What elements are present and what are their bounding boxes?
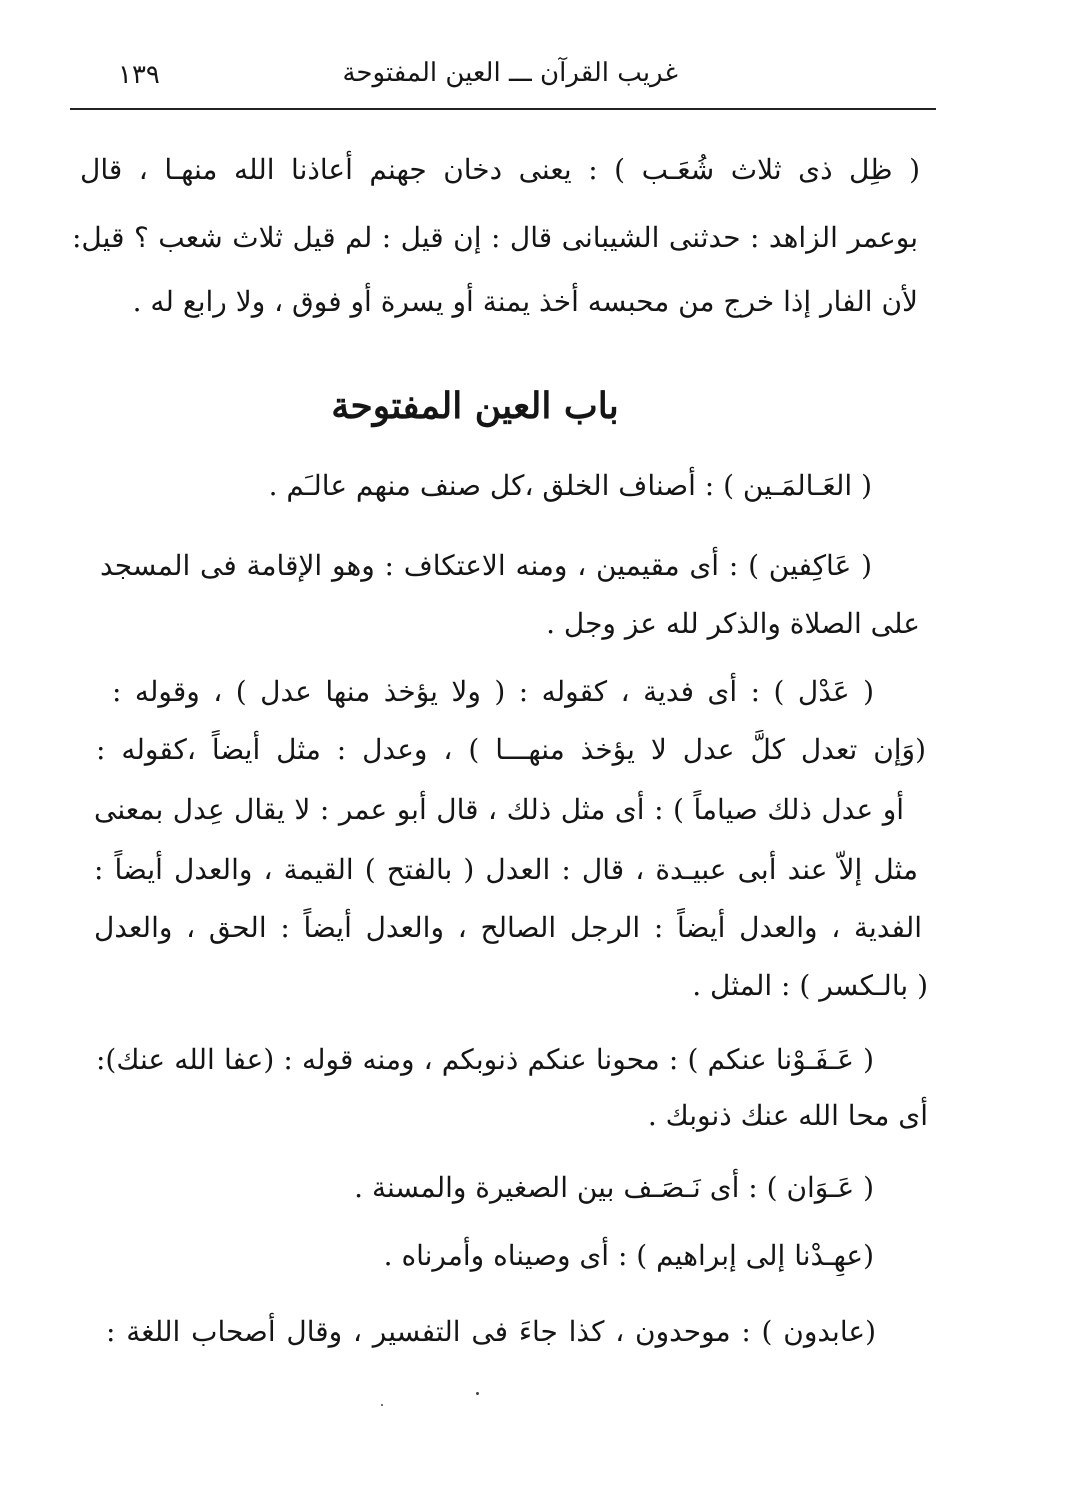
entry-abidun-line-1: (عابدون ) : موحدون ، كذا جاءَ فى التفسير ، وقال أصحاب اللغة : [106,1315,876,1348]
entry-adl-line-4: مثل إلاّ عند أبى عبيـدة ، قال : العدل ( بالفتح ) القيمة ، والعدل أيضاً : [94,853,918,886]
header-rule [70,108,936,110]
entry-akifin-line-2: على الصلاة والذكر لله عز وجل . [546,607,920,640]
print-speck [476,1392,479,1395]
entry-awan-line-1: ( عَـوَان ) : أى نَـصَـف بين الصغيرة والمسنة . [354,1171,874,1204]
entry-afawna-line-1: ( عَـفَـوْنا عنكم ) : محونا عنكم ذنوبكم ، ومنه قوله : (عفا الله عنك): [96,1043,874,1076]
intro-line-1: ( ظِل ذى ثلاث شُعَـب ) : يعنى دخان جهنم أعاذنا الله منهـا ، قال [80,153,920,186]
entry-afawna-line-2: أى محا الله عنك ذنوبك . [647,1099,928,1132]
entry-akifin-line-1: ( عَاكِفين ) : أى مقيمين ، ومنه الاعتكاف : وهو الإقامة فى المسجد [100,549,872,582]
page-header [70,48,936,108]
entry-adl-line-5: الفدية ، والعدل أيضاً : الرجل الصالح ، والعدل أيضاً : الحق ، والعدل [94,911,922,944]
entry-adl-line-1: ( عَدْل ) : أى فدية ، كقوله : ( ولا يؤخذ منها عدل ) ، وقوله : [112,675,874,708]
entry-adl-line-3: أو عدل ذلك صياماً ) : أى مثل ذلك ، قال أبو عمر : لا يقال عِدل بمعنى [94,793,904,826]
running-title: غريب القرآن ـــ العين المفتوحة [342,58,678,88]
page-number: ١٣٩ [118,60,160,90]
entry-adl-line-2: (وَإن تعدل كلَّ عدل لا يؤخذ منهـــا ) ، وعدل : مثل أيضاً ،كقوله : [96,733,926,766]
entry-alamin-line-1: ( العَـالمَـين ) : أصناف الخلق ،كل صنف منهم عالـَم . [268,469,872,502]
print-speck [381,1404,383,1406]
intro-line-3: لأن الفار إذا خرج من محبسه أخذ يمنة أو يسرة أو فوق ، ولا رابع له . [132,285,918,318]
entry-adl-line-6: ( بالـكسر ) : المثل . [692,969,928,1002]
intro-line-2: بوعمر الزاهد : حدثنى الشيبانى قال : إن قيل : لم قيل ثلاث شعب ؟ قيل: [72,221,918,254]
entry-ahidna-line-1: (عهِـدْنا إلى إبراهيم ) : أى وصيناه وأمرناه . [383,1239,874,1272]
section-heading: باب العين المفتوحة [331,385,619,427]
